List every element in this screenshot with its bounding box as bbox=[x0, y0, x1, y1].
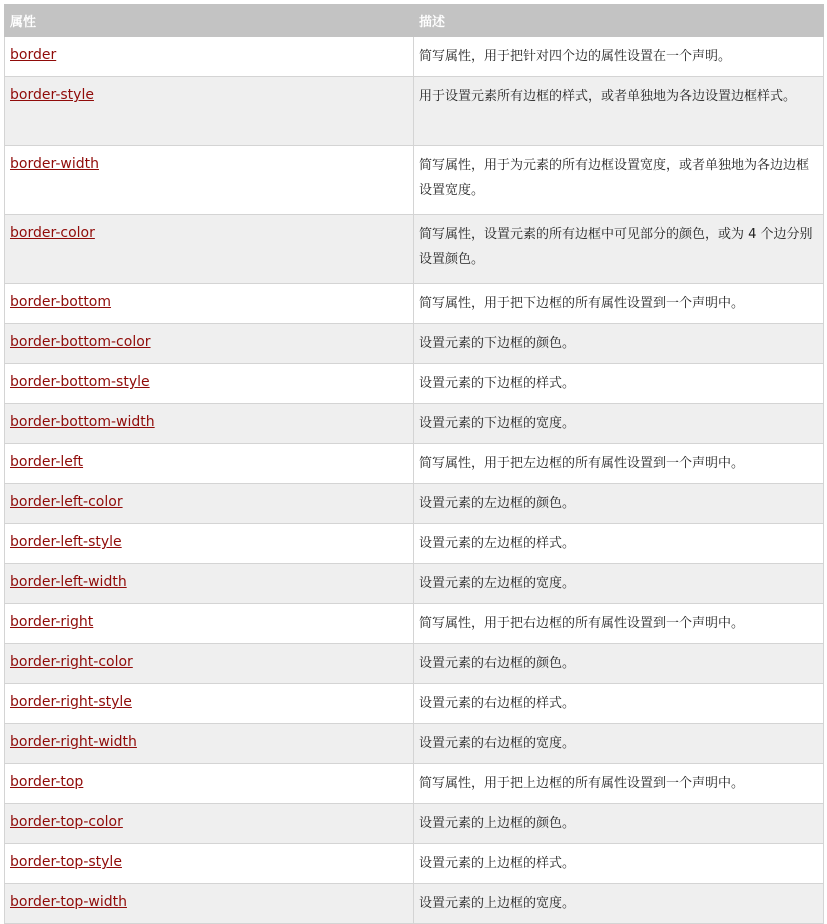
property-cell bbox=[5, 364, 414, 404]
property-link[interactable]: border-right bbox=[10, 614, 94, 630]
description-cell: 设置元素的上边框的宽度。 bbox=[414, 884, 824, 924]
property-link[interactable]: border-bottom-style bbox=[10, 374, 150, 390]
property-cell bbox=[5, 215, 414, 284]
table-row bbox=[5, 524, 824, 564]
table-row bbox=[5, 284, 824, 324]
property-link[interactable]: border-bottom-color bbox=[10, 334, 151, 350]
table-row bbox=[5, 604, 824, 644]
property-cell bbox=[5, 284, 414, 324]
table-row bbox=[5, 146, 824, 215]
property-cell bbox=[5, 684, 414, 724]
property-cell bbox=[5, 404, 414, 444]
property-cell bbox=[5, 884, 414, 924]
property-cell bbox=[5, 564, 414, 604]
description-cell: 简写属性，用于为元素的所有边框设置宽度，或者单独地为各边边框设置宽度。 bbox=[414, 146, 824, 215]
table-row bbox=[5, 77, 824, 146]
table-row bbox=[5, 884, 824, 924]
property-link[interactable]: border-left bbox=[10, 454, 84, 470]
description-cell: 设置元素的左边框的样式。 bbox=[414, 524, 824, 564]
property-link[interactable]: border-top-style bbox=[10, 854, 122, 870]
table-row bbox=[5, 484, 824, 524]
description-cell: 简写属性，用于把上边框的所有属性设置到一个声明中。 bbox=[414, 764, 824, 804]
description-cell: 设置元素的右边框的宽度。 bbox=[414, 724, 824, 764]
description-cell: 设置元素的左边框的宽度。 bbox=[414, 564, 824, 604]
property-link[interactable]: border-color bbox=[10, 225, 95, 241]
property-cell bbox=[5, 146, 414, 215]
description-cell: 用于设置元素所有边框的样式，或者单独地为各边设置边框样式。 bbox=[414, 77, 824, 146]
property-cell bbox=[5, 324, 414, 364]
property-cell bbox=[5, 484, 414, 524]
description-cell: 简写属性，用于把下边框的所有属性设置到一个声明中。 bbox=[414, 284, 824, 324]
description-cell: 设置元素的下边框的样式。 bbox=[414, 364, 824, 404]
description-cell: 设置元素的下边框的宽度。 bbox=[414, 404, 824, 444]
property-link[interactable]: border-top-color bbox=[10, 814, 123, 830]
property-cell bbox=[5, 37, 414, 77]
description-cell: 简写属性，用于把针对四个边的属性设置在一个声明。 bbox=[414, 37, 824, 77]
property-link[interactable]: border-right-style bbox=[10, 694, 132, 710]
table-row bbox=[5, 564, 824, 604]
table-row bbox=[5, 844, 824, 884]
property-link[interactable]: border-right-color bbox=[10, 654, 133, 670]
property-link[interactable]: border bbox=[10, 47, 57, 63]
property-cell bbox=[5, 724, 414, 764]
table-row bbox=[5, 364, 824, 404]
table-row bbox=[5, 324, 824, 364]
property-link[interactable]: border-width bbox=[10, 156, 99, 172]
description-cell: 简写属性，用于把右边框的所有属性设置到一个声明中。 bbox=[414, 604, 824, 644]
description-cell: 设置元素的上边框的样式。 bbox=[414, 844, 824, 884]
column-header-property: 属性 bbox=[5, 5, 414, 37]
property-cell bbox=[5, 604, 414, 644]
property-link[interactable]: border-left-width bbox=[10, 574, 127, 590]
property-cell bbox=[5, 77, 414, 146]
property-cell bbox=[5, 844, 414, 884]
table-header bbox=[5, 5, 824, 37]
table-row bbox=[5, 444, 824, 484]
table-row bbox=[5, 215, 824, 284]
table-header-row bbox=[5, 5, 824, 37]
property-link[interactable]: border-left-color bbox=[10, 494, 123, 510]
property-link[interactable]: border-right-width bbox=[10, 734, 137, 750]
description-cell: 设置元素的右边框的样式。 bbox=[414, 684, 824, 724]
description-cell: 设置元素的右边框的颜色。 bbox=[414, 644, 824, 684]
description-cell: 设置元素的左边框的颜色。 bbox=[414, 484, 824, 524]
table-row bbox=[5, 644, 824, 684]
property-cell bbox=[5, 524, 414, 564]
property-link[interactable]: border-top-width bbox=[10, 894, 127, 910]
property-link[interactable]: border-bottom-width bbox=[10, 414, 155, 430]
table-row bbox=[5, 37, 824, 77]
description-cell: 设置元素的下边框的颜色。 bbox=[414, 324, 824, 364]
table-row bbox=[5, 684, 824, 724]
table-row bbox=[5, 404, 824, 444]
table-row bbox=[5, 764, 824, 804]
table-body bbox=[5, 37, 824, 924]
property-cell bbox=[5, 444, 414, 484]
property-cell bbox=[5, 644, 414, 684]
column-header-description: 描述 bbox=[414, 5, 824, 37]
description-cell: 简写属性，设置元素的所有边框中可见部分的颜色，或为 4 个边分别设置颜色。 bbox=[414, 215, 824, 284]
property-link[interactable]: border-bottom bbox=[10, 294, 112, 310]
border-properties-table bbox=[4, 4, 824, 924]
table-row bbox=[5, 804, 824, 844]
property-link[interactable]: border-left-style bbox=[10, 534, 122, 550]
property-link[interactable]: border-top bbox=[10, 774, 84, 790]
description-cell: 设置元素的上边框的颜色。 bbox=[414, 804, 824, 844]
description-cell: 简写属性，用于把左边框的所有属性设置到一个声明中。 bbox=[414, 444, 824, 484]
property-cell bbox=[5, 804, 414, 844]
table-row bbox=[5, 724, 824, 764]
property-link[interactable]: border-style bbox=[10, 87, 94, 103]
property-cell bbox=[5, 764, 414, 804]
